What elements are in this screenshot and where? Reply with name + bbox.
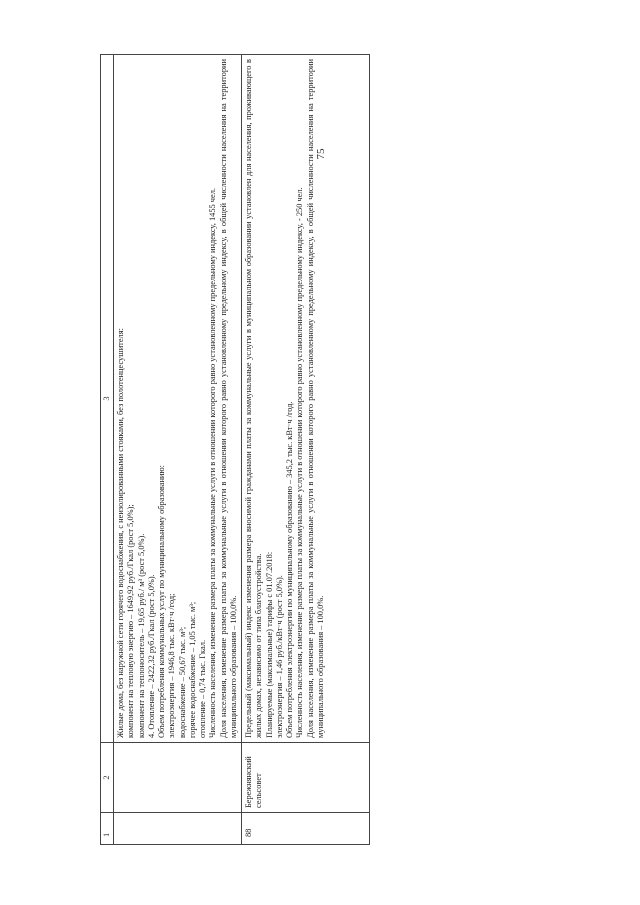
description-line: Доля населения, изменение размера платы за коммунальные услуги в отношении которого равно установленному предельному индексу, в общей численности населения на территории муниципального образования – 100,0%. <box>305 59 325 738</box>
row-number-cell: 88 <box>242 813 370 845</box>
tariff-description-cell <box>242 55 370 743</box>
column-header-name: 2 <box>101 743 114 813</box>
description-line: Предельный (максимальный) индекс изменения размера вносимой гражданами платы за коммунальные услуги в муниципальном образовании установлен для населения, проживающего в жилых домах, независимо от типа благоустройства. <box>244 59 264 738</box>
description-line: компонент на тепловую энергию – 1649,92 руб./Гкал (рост 5,0%); <box>126 504 136 738</box>
description-line: Численность населения, изменение размера платы за коммунальные услуги в отношении которого равно установленному предельному индексу, - 250 чел. <box>295 187 305 738</box>
municipality-name-cell <box>114 743 242 813</box>
table-header-row <box>101 55 114 845</box>
description-line: Численность населения, изменение размера платы за коммунальные услуги в отношении которого равно установленному предельному индексу, 1455 чел. <box>208 187 218 738</box>
page-number: 75 <box>315 148 327 160</box>
tariff-description-cell <box>114 55 242 743</box>
column-header-number: 1 <box>101 813 114 845</box>
row-number-cell <box>114 813 242 845</box>
description-line: Планируемые (максимальные) тарифы с 01.07.2018: <box>264 551 274 738</box>
tariff-table-rotated <box>100 55 370 845</box>
description-line: компонент на теплоноситель – 19,65 руб./ м³ (рост 5,0%). <box>136 533 146 738</box>
description-line: Объем потребления электроэнергии по муниципальному образованию – 345,2 тыс. кВт·ч /год. <box>285 401 294 738</box>
description-line: отопление – 0,74 тыс. Гкал. <box>198 639 207 738</box>
table-row-88 <box>242 55 370 845</box>
table-row-continuation <box>114 55 242 845</box>
municipality-name-cell: Бережнянский сельсовет <box>242 743 370 813</box>
tariff-table <box>100 54 370 845</box>
column-header-description: 3 <box>101 55 114 743</box>
description-line: 4. Отопление – 2422,32 руб./Гкал (рост 5,0%). <box>146 574 156 738</box>
description-line: горячее водоснабжение – 1,05 тыс. м³; <box>187 601 197 738</box>
description-line: водоснабжение – 50,67 тыс. м³; <box>177 626 187 738</box>
description-line: Объем потребления коммунальных услуг по муниципальному образованию: <box>157 465 166 738</box>
description-line: Доля населения, изменение размера платы за коммунальные услуги в отношении которого равно установленному предельному индексу, в общей численности населения на территории муниципального образования – 100,0%. <box>218 59 238 738</box>
description-line: электроэнергия – 1,46 руб./кВт·ч (рост 5,0%). <box>274 575 284 738</box>
description-line: электроэнергия – 1946,8 тыс. кВт·ч /год; <box>167 593 177 738</box>
description-line: Жилые дома, без наружной сети горячего водоснабжения, с неизолированными стояками, без полотенцесушителя: <box>116 328 125 738</box>
